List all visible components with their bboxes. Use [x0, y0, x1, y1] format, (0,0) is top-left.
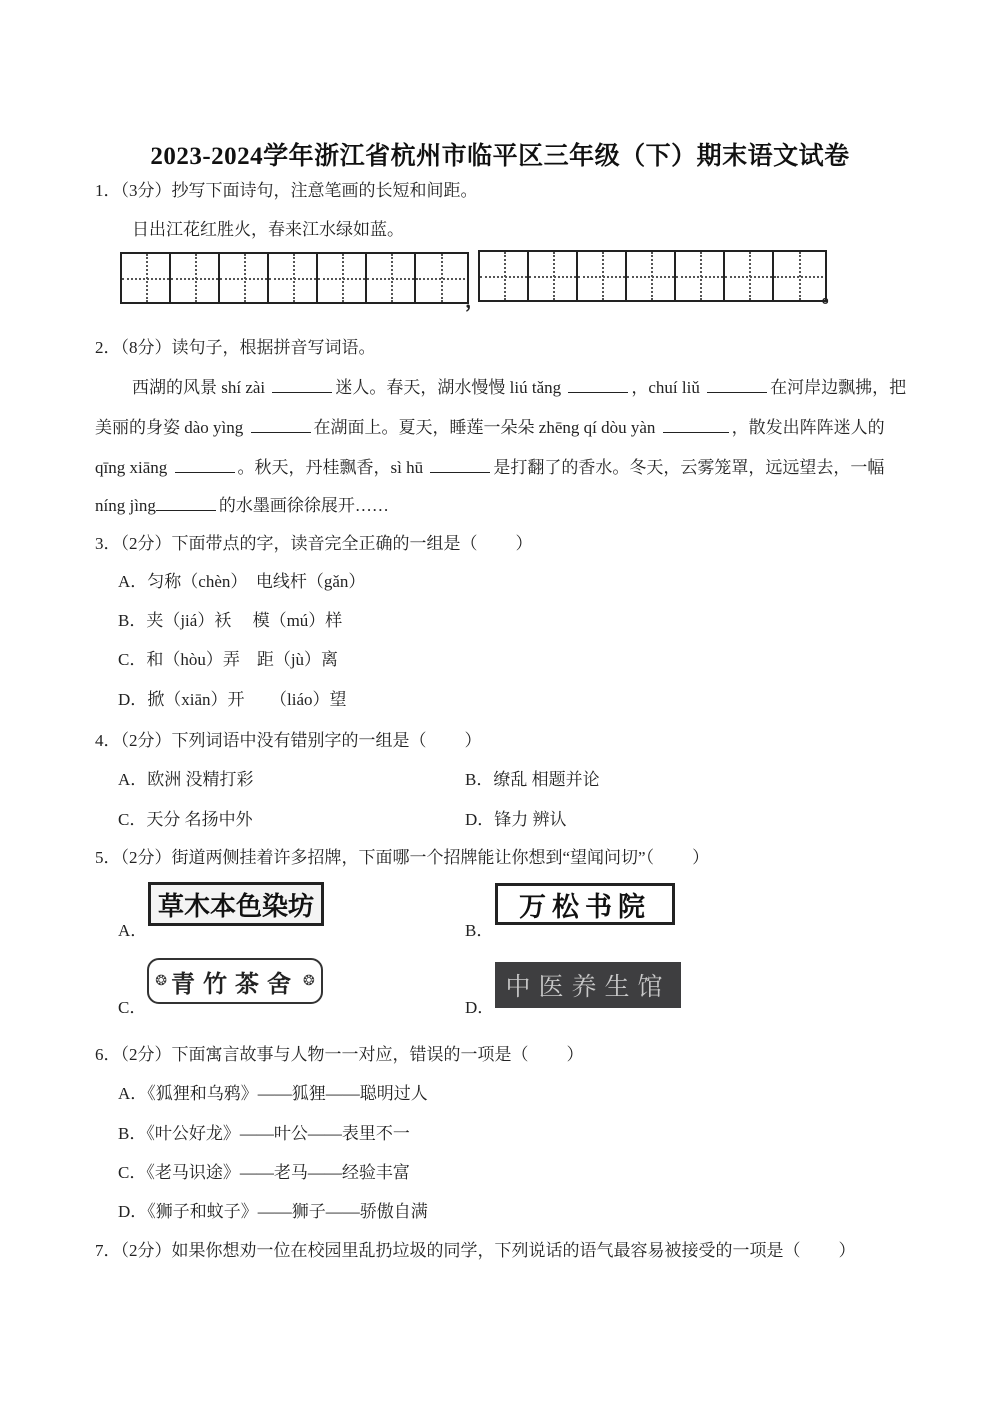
question-3-stem — [95, 533, 533, 555]
question-2-line-1 — [132, 376, 942, 399]
text: 5．（2分）街道两侧挂着许多招牌，下面哪一个招牌能让你想到“望闻问切”（ — [95, 848, 655, 867]
text: ，chuí liǔ — [631, 378, 705, 397]
text: ） — [515, 534, 533, 553]
question-6-stem — [95, 1044, 584, 1066]
text: 在河岸边飘拂，把 — [770, 378, 907, 397]
question-5-option-d-label[interactable]: D． — [465, 998, 495, 1017]
question-4-option-b[interactable]: B．缭乱 相题并论 — [465, 770, 600, 789]
answer-blank-qing-xiang[interactable] — [175, 456, 235, 473]
text: ） — [692, 848, 710, 867]
writing-cell[interactable] — [627, 252, 676, 300]
question-5-option-b-label[interactable]: B． — [465, 921, 494, 940]
answer-blank-shi-zai[interactable] — [272, 376, 332, 393]
ornament-icon: ❂ — [155, 973, 167, 989]
question-5-option-c-label[interactable]: C． — [118, 998, 147, 1017]
ornament-icon: ❂ — [303, 973, 315, 989]
writing-cell[interactable] — [220, 254, 269, 302]
text: 的水墨画徐徐展开…… — [218, 496, 389, 515]
question-4-stem — [95, 730, 482, 752]
answer-blank-chui-liu[interactable] — [707, 376, 767, 393]
question-4-option-d[interactable]: D．锋力 辨认 — [465, 810, 567, 829]
signboard-teahouse[interactable] — [147, 958, 323, 1004]
text: níng jìng — [95, 496, 156, 515]
answer-blank-dao-ying[interactable] — [251, 416, 311, 433]
text: ） — [464, 731, 482, 750]
text: 西湖的风景 shí zài — [132, 378, 270, 397]
answer-blank-liu-tang[interactable] — [568, 376, 628, 393]
question-2-line-2 — [95, 416, 905, 439]
text: ） — [566, 1045, 584, 1064]
question-1-poem: 日出江花红胜火，春来江水绿如蓝。 — [132, 220, 404, 239]
writing-cell[interactable] — [725, 252, 774, 300]
writing-cell[interactable] — [578, 252, 627, 300]
question-5-option-a-label[interactable]: A． — [118, 921, 148, 940]
text: 3．（2分）下面带点的字，读音完全正确的一组是（ — [95, 534, 478, 553]
question-2-stem: 2．（8分）读句子，根据拼音写词语。 — [95, 338, 376, 357]
answer-blank-si-hu[interactable] — [430, 456, 490, 473]
question-6-option-c[interactable]: C．《老马识途》——老马——经验丰富 — [118, 1163, 410, 1182]
question-4-option-a[interactable]: A．欧洲 没精打彩 — [118, 770, 254, 789]
text: 4．（2分）下列词语中没有错别字的一组是（ — [95, 731, 427, 750]
question-3-option-c[interactable]: C．和（hòu）弄 距（jù）离 — [118, 650, 339, 669]
question-2-line-4 — [95, 494, 905, 517]
question-3-option-d[interactable]: D．掀（xiān）开 （liáo）望 — [118, 690, 347, 709]
question-7-stem — [95, 1240, 856, 1262]
text: 是打翻了的香水。冬天，云雾笼罩，远远望去，一幅 — [493, 458, 885, 477]
text: 。秋天，丹桂飘香，sì hū — [237, 458, 428, 477]
signboard-tcm-clinic[interactable]: 中医养生馆 — [495, 962, 681, 1008]
question-3-option-a[interactable]: A．匀称（chèn） 电线杆（gǎn） — [118, 572, 366, 591]
question-6-option-b[interactable]: B．《叶公好龙》——叶公——表里不一 — [118, 1124, 410, 1143]
text: 美丽的身姿 dào yìng — [95, 418, 248, 437]
question-3-option-b[interactable]: B．夹（jiá）袄 模（mú）样 — [118, 611, 343, 630]
writing-grid-first-half — [120, 252, 469, 304]
signboard-dye-workshop[interactable]: 草木本色染坊 — [148, 882, 324, 926]
answer-blank-ning-jing[interactable] — [156, 494, 216, 511]
text: qīng xiāng — [95, 458, 172, 477]
writing-cell[interactable] — [269, 254, 318, 302]
text: 在湖面上。夏天，睡莲一朵朵 zhēng qí dòu yàn — [313, 418, 660, 437]
text: 7．（2分）如果你想劝一位在校园里乱扔垃圾的同学，下列说话的语气最容易被接受的一项是（ — [95, 1241, 801, 1260]
writing-cell[interactable] — [529, 252, 578, 300]
question-5-stem — [95, 847, 709, 869]
writing-cell[interactable] — [480, 252, 529, 300]
text: 迷人。春天，湖水慢慢 liú tǎng — [335, 378, 566, 397]
writing-cell[interactable] — [318, 254, 367, 302]
question-2-line-3 — [95, 456, 905, 479]
text: ，散发出阵阵迷人的 — [731, 418, 885, 437]
question-4-option-c[interactable]: C．天分 名扬中外 — [118, 810, 253, 829]
writing-cell[interactable] — [122, 254, 171, 302]
text: 6．（2分）下面寓言故事与人物一一对应，错误的一项是（ — [95, 1045, 529, 1064]
question-1-stem: 1．（3分）抄写下面诗句，注意笔画的长短和间距。 — [95, 181, 478, 200]
signboard-academy[interactable]: 万松书院 — [495, 883, 675, 925]
text: ） — [838, 1241, 856, 1260]
writing-cell[interactable] — [171, 254, 220, 302]
writing-cell[interactable] — [367, 254, 416, 302]
grid-comma: ， — [465, 288, 485, 312]
writing-cell[interactable] — [676, 252, 725, 300]
writing-cell[interactable] — [416, 254, 465, 302]
writing-grid-second-half — [478, 250, 827, 302]
writing-cell[interactable] — [774, 252, 823, 300]
exam-title: 2023-2024学年浙江省杭州市临平区三年级（下）期末语文试卷 — [150, 143, 850, 170]
answer-blank-zheng-qi-dou-yan[interactable] — [663, 416, 729, 433]
question-6-option-d[interactable]: D．《狮子和蚊子》——狮子——骄傲自满 — [118, 1202, 428, 1221]
sign-text: 青竹茶舍 — [171, 969, 299, 998]
question-6-option-a[interactable]: A．《狐狸和乌鸦》——狐狸——聪明过人 — [118, 1084, 428, 1103]
grid-period: 。 — [822, 286, 840, 307]
